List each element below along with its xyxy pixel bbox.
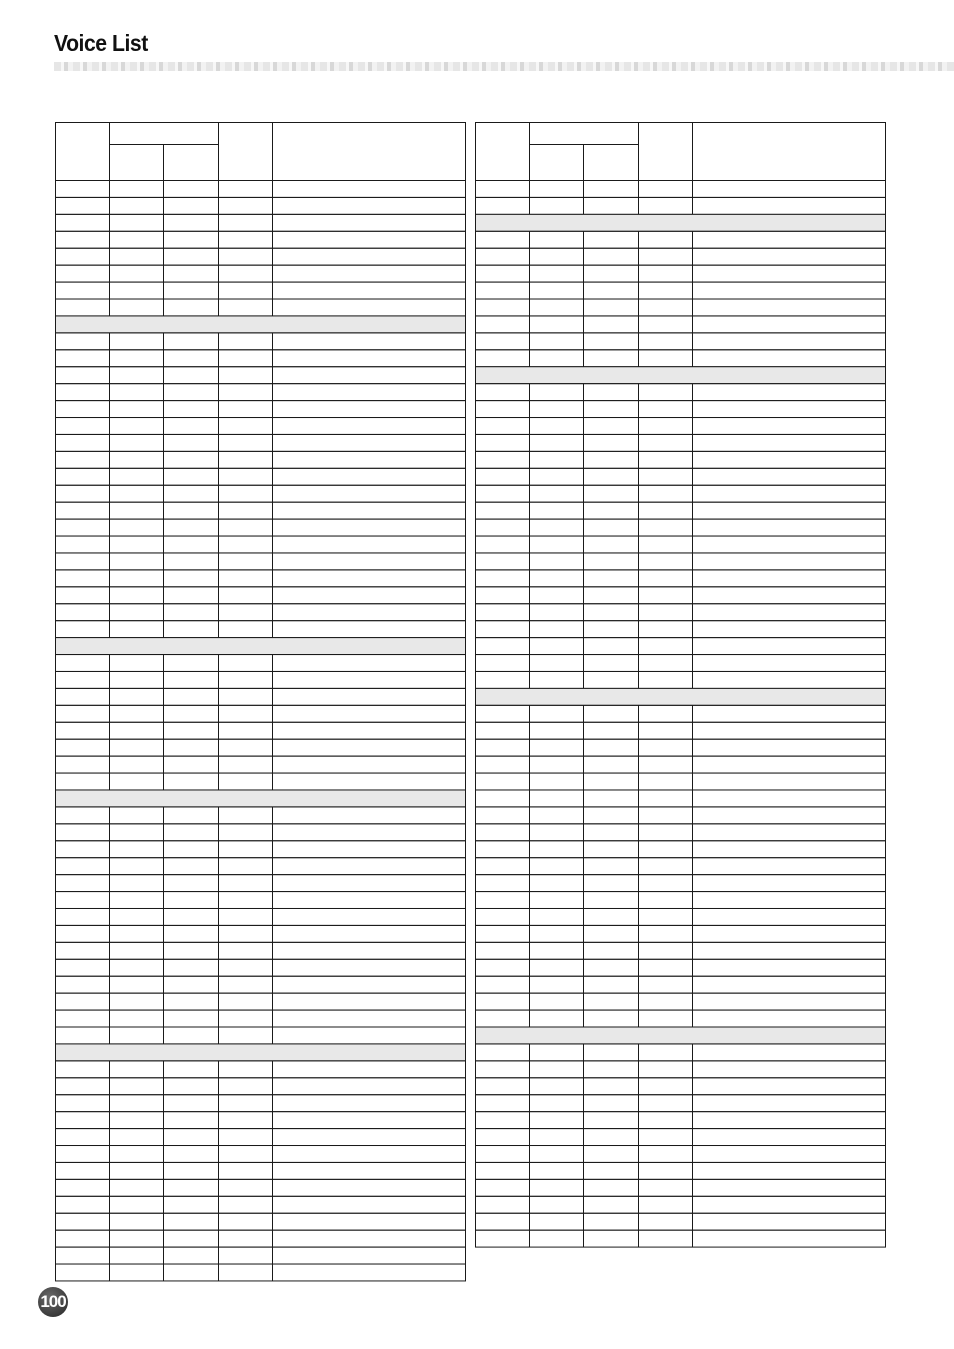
table-row [476,434,886,451]
row-cell-outline [56,468,466,485]
table-row [476,858,886,875]
row-cell-outline [476,705,886,722]
row-cell-outline [476,197,886,214]
row-cell-outline [56,299,466,316]
category-header-row [476,214,886,231]
row-cell-outline [56,722,466,739]
table-row [56,908,466,925]
row-cell-outline [476,181,886,198]
table-row [56,858,466,875]
row-cell-outline [56,401,466,418]
row-cell-outline [476,434,886,451]
table-row [56,1010,466,1027]
row-cell-outline [476,942,886,959]
table-row [476,875,886,892]
row-cell-outline [56,1129,466,1146]
row-cell-outline [56,367,466,384]
row-cell-outline [476,1162,886,1179]
table-row [56,1078,466,1095]
table-row [476,790,886,807]
table-row [476,248,886,265]
category-header-row [56,1044,466,1061]
row-cell-outline [56,1162,466,1179]
table-row [476,553,886,570]
table-row [56,418,466,435]
row-cell-outline [56,214,466,231]
table-row [476,181,886,198]
row-cell-outline [476,959,886,976]
row-cell-outline [56,1095,466,1112]
table-row [56,468,466,485]
table-row [476,722,886,739]
table-row [476,604,886,621]
row-cell-outline [56,587,466,604]
table-header [56,123,466,181]
table-row [56,756,466,773]
table-row [56,384,466,401]
table-row [476,418,886,435]
row-cell-outline [476,925,886,942]
table-row [476,621,886,638]
table-row [56,671,466,688]
row-cell-outline [56,756,466,773]
table-row [56,621,466,638]
table-row [476,401,886,418]
row-cell-outline [56,773,466,790]
row-cell-outline [56,1146,466,1163]
table-row [56,434,466,451]
row-cell-outline [476,553,886,570]
table-row [56,333,466,350]
row-cell-outline [476,1213,886,1230]
row-cell-outline [476,265,886,282]
table-row [56,231,466,248]
row-cell-outline [476,485,886,502]
table-row [56,553,466,570]
row-cell-outline [56,451,466,468]
table-row [56,502,466,519]
row-cell-outline [56,1264,466,1281]
table-row [56,1061,466,1078]
table-row [476,384,886,401]
row-cell-outline [476,384,886,401]
row-cell-outline [476,1095,886,1112]
row-cell-outline [476,1112,886,1129]
table-row [56,942,466,959]
row-cell-outline [56,1196,466,1213]
row-cell-outline [476,587,886,604]
row-cell-outline [56,536,466,553]
table-row [56,1162,466,1179]
table-row [56,1112,466,1129]
table-row [56,401,466,418]
table-row [476,197,886,214]
table-row [56,1027,466,1044]
row-cell-outline [56,993,466,1010]
row-cell-outline [476,655,886,672]
row-cell-outline [476,316,886,333]
voice-table-right-grid [475,122,886,1248]
row-cell-outline [56,824,466,841]
row-cell-outline [56,1112,466,1129]
table-row [56,1196,466,1213]
page-number-badge: 100 [38,1287,68,1317]
title-decorative-band [54,62,954,71]
table-row [476,1112,886,1129]
row-cell-outline [476,604,886,621]
table-row [56,1146,466,1163]
row-cell-outline [476,1196,886,1213]
table-row [56,807,466,824]
table-row [476,671,886,688]
table-row [56,1129,466,1146]
table-row [56,299,466,316]
row-cell-outline [56,434,466,451]
table-row [56,282,466,299]
table-row [56,1230,466,1247]
row-cell-outline [476,1061,886,1078]
row-cell-outline [56,1247,466,1264]
table-row [476,468,886,485]
table-row [476,739,886,756]
row-cell-outline [476,790,886,807]
row-cell-outline [56,485,466,502]
table-row [476,1196,886,1213]
category-header-row [476,1027,886,1044]
row-cell-outline [476,350,886,367]
table-row [476,350,886,367]
row-cell-outline [56,976,466,993]
row-cell-outline [476,1044,886,1061]
table-row [56,655,466,672]
table-row [56,1264,466,1281]
row-cell-outline [476,858,886,875]
row-cell-outline [476,570,886,587]
row-cell-outline [56,959,466,976]
row-cell-outline [56,1230,466,1247]
row-cell-outline [476,299,886,316]
row-cell-outline [476,638,886,655]
table-row [56,1179,466,1196]
table-row [476,451,886,468]
row-cell-outline [56,942,466,959]
category-header-row [56,316,466,333]
row-cell-outline [476,993,886,1010]
row-cell-outline [476,739,886,756]
table-row [56,265,466,282]
row-cell-outline [56,739,466,756]
row-cell-outline [476,807,886,824]
table-row [476,1078,886,1095]
table-row [476,908,886,925]
row-cell-outline [56,553,466,570]
table-row [476,841,886,858]
row-cell-outline [56,621,466,638]
table-row [476,756,886,773]
table-row [476,942,886,959]
row-cell-outline [56,892,466,909]
row-cell-outline [476,333,886,350]
table-row [476,1146,886,1163]
row-cell-outline [476,671,886,688]
table-row [56,959,466,976]
row-cell-outline [56,705,466,722]
table-row [476,705,886,722]
table-row [476,1230,886,1247]
row-cell-outline [476,756,886,773]
table-row [476,1213,886,1230]
row-cell-outline [56,1179,466,1196]
row-cell-outline [476,282,886,299]
table-row [56,536,466,553]
table-row [476,570,886,587]
table-row [56,248,466,265]
row-cell-outline [476,621,886,638]
table-row [476,925,886,942]
row-cell-outline [476,1230,886,1247]
row-cell-outline [56,841,466,858]
row-cell-outline [56,350,466,367]
table-row [476,536,886,553]
table-row [56,841,466,858]
table-row [56,722,466,739]
row-cell-outline [56,655,466,672]
table-row [476,282,886,299]
row-cell-outline [476,892,886,909]
row-cell-outline [476,231,886,248]
row-cell-outline [56,1010,466,1027]
table-row [476,807,886,824]
table-row [476,1179,886,1196]
row-cell-outline [56,248,466,265]
table-row [476,892,886,909]
row-cell-outline [476,1146,886,1163]
row-cell-outline [56,231,466,248]
table-row [56,1213,466,1230]
table-row [476,1061,886,1078]
table-row [56,976,466,993]
category-header-row [56,790,466,807]
row-cell-outline [476,468,886,485]
table-row [476,502,886,519]
row-cell-outline [56,265,466,282]
row-cell-outline [56,688,466,705]
table-row [476,485,886,502]
page-title: Voice List [54,30,148,56]
table-row [56,197,466,214]
table-row [476,231,886,248]
row-cell-outline [56,181,466,198]
row-cell-outline [56,925,466,942]
voice-table-right [475,122,886,1248]
table-row [56,739,466,756]
table-row [56,519,466,536]
table-row [56,451,466,468]
row-cell-outline [476,773,886,790]
row-cell-outline [56,858,466,875]
row-cell-outline [476,824,886,841]
row-cell-outline [476,1179,886,1196]
table-row [56,570,466,587]
table-row [476,587,886,604]
row-cell-outline [56,807,466,824]
table-row [476,959,886,976]
row-cell-outline [476,502,886,519]
voice-table-left [55,122,466,1282]
row-cell-outline [476,976,886,993]
table-row [476,1044,886,1061]
row-cell-outline [56,1213,466,1230]
row-cell-outline [476,1129,886,1146]
table-row [56,604,466,621]
table-row [56,892,466,909]
table-row [56,350,466,367]
table-row [56,214,466,231]
table-row [56,181,466,198]
table-row [476,265,886,282]
category-header-row [56,638,466,655]
row-cell-outline [56,282,466,299]
row-cell-outline [476,875,886,892]
row-cell-outline [476,908,886,925]
table-row [56,925,466,942]
table-header [476,123,886,181]
row-cell-outline [56,671,466,688]
table-row [56,485,466,502]
row-cell-outline [476,722,886,739]
row-cell-outline [56,604,466,621]
table-row [476,1129,886,1146]
row-cell-outline [56,1027,466,1044]
table-row [56,773,466,790]
row-cell-outline [476,1010,886,1027]
table-row [56,993,466,1010]
table-row [476,519,886,536]
row-cell-outline [476,401,886,418]
row-cell-outline [476,519,886,536]
row-cell-outline [56,502,466,519]
row-cell-outline [56,908,466,925]
row-cell-outline [476,1078,886,1095]
row-cell-outline [56,570,466,587]
table-row [56,367,466,384]
row-cell-outline [56,1061,466,1078]
table-row [56,1247,466,1264]
table-row [476,1010,886,1027]
table-row [476,1095,886,1112]
row-cell-outline [56,875,466,892]
table-row [56,1095,466,1112]
row-cell-outline [56,197,466,214]
table-row [476,1162,886,1179]
table-row [56,875,466,892]
table-row [476,638,886,655]
table-row [476,976,886,993]
voice-table-left-grid [55,122,466,1282]
row-cell-outline [476,451,886,468]
table-row [476,316,886,333]
row-cell-outline [56,384,466,401]
row-cell-outline [476,536,886,553]
category-header-row [476,367,886,384]
table-row [476,655,886,672]
table-row [56,705,466,722]
table-row [476,993,886,1010]
row-cell-outline [56,519,466,536]
row-cell-outline [476,418,886,435]
table-row [476,773,886,790]
table-row [476,824,886,841]
table-row [56,688,466,705]
row-cell-outline [476,841,886,858]
table-row [476,299,886,316]
row-cell-outline [56,1078,466,1095]
table-row [476,333,886,350]
table-row [56,824,466,841]
row-cell-outline [56,418,466,435]
row-cell-outline [476,248,886,265]
row-cell-outline [56,333,466,350]
table-row [56,587,466,604]
category-header-row [476,688,886,705]
